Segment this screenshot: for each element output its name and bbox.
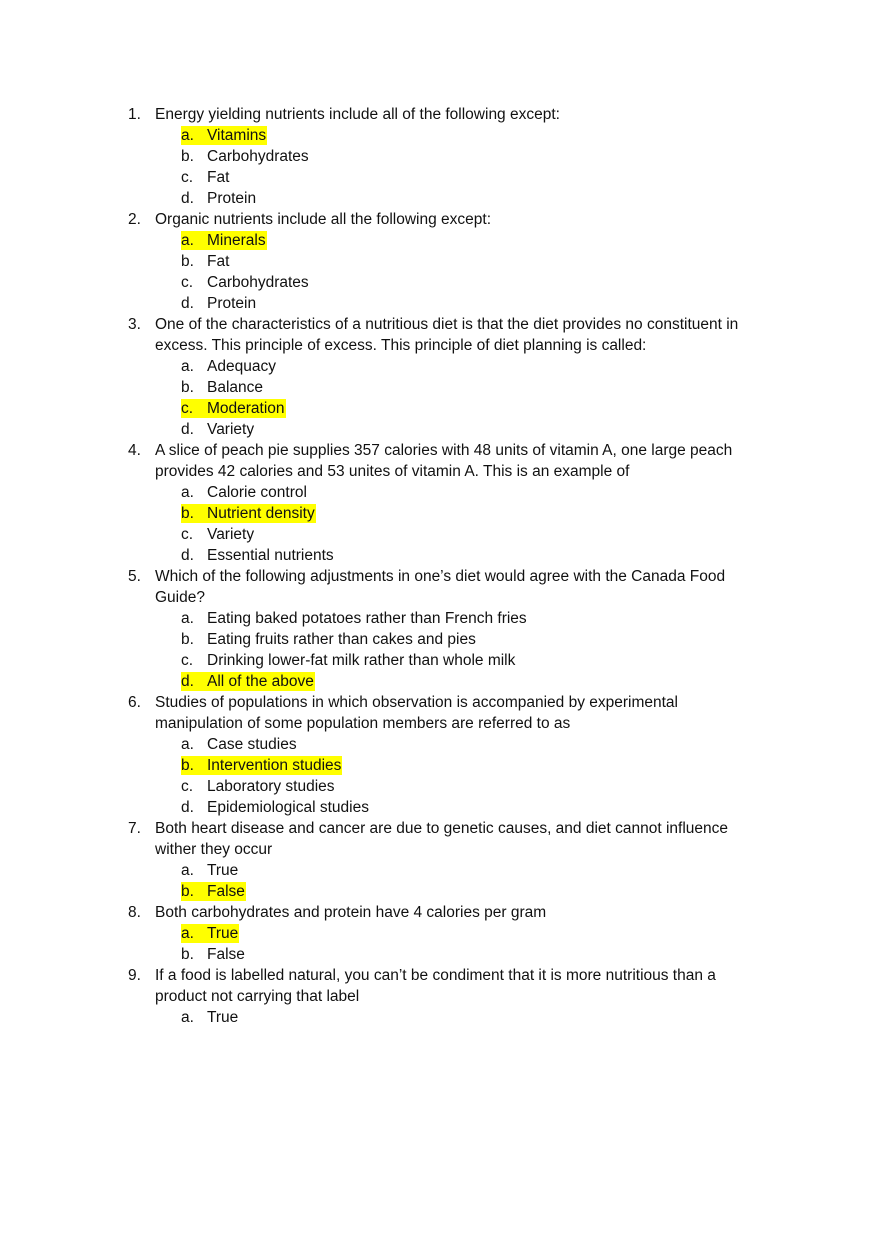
question-8: [0, 902, 880, 965]
option-a: [0, 125, 880, 146]
option-a: [0, 860, 880, 881]
option-text: All of the above: [207, 673, 314, 690]
option-a: [0, 1007, 880, 1028]
option-b: [0, 146, 880, 167]
option-text: Epidemiological studies: [207, 799, 369, 816]
option-letter: a.: [181, 925, 194, 942]
question-text-continued: Guide?: [155, 589, 205, 606]
option-letter: d.: [181, 421, 194, 438]
option-c: [0, 398, 880, 419]
option-a: [0, 923, 880, 944]
option-d: [0, 797, 880, 818]
option-letter: a.: [181, 127, 194, 144]
question-text-continued: excess. This principle of excess. This principle of diet planning is called:: [155, 337, 647, 354]
question-4: [0, 440, 880, 566]
option-a: [0, 608, 880, 629]
option-letter: d.: [181, 547, 194, 564]
highlighted-answer: [181, 504, 316, 523]
highlighted-answer: [181, 924, 239, 943]
highlighted-answer: [181, 672, 315, 691]
question-text-continued: wither they occur: [155, 841, 273, 858]
question-text: Both carbohydrates and protein have 4 calories per gram: [155, 904, 547, 921]
option-text: Eating fruits rather than cakes and pies: [207, 631, 476, 648]
option-text: Minerals: [207, 232, 266, 249]
option-letter: b.: [181, 253, 194, 270]
question-text: Which of the following adjustments in one’s diet would agree with the Canada Food: [155, 568, 726, 585]
option-letter: a.: [181, 736, 194, 753]
option-letter: b.: [181, 505, 194, 522]
option-a: [0, 482, 880, 503]
option-a: [0, 734, 880, 755]
highlighted-answer: [181, 756, 342, 775]
option-letter: b.: [181, 379, 194, 396]
option-letter: b.: [181, 946, 194, 963]
option-text: Calorie control: [207, 484, 307, 501]
option-d: [0, 545, 880, 566]
question-text: Organic nutrients include all the following except:: [155, 211, 492, 228]
option-text: Eating baked potatoes rather than French fries: [207, 610, 527, 627]
question-9: [0, 965, 880, 1028]
option-b: [0, 503, 880, 524]
option-d: [0, 419, 880, 440]
option-text: True: [207, 925, 239, 942]
option-letter: c.: [181, 274, 194, 291]
question-number: 8.: [128, 904, 141, 921]
option-b: [0, 377, 880, 398]
highlighted-answer: [181, 126, 267, 145]
option-text: Nutrient density: [207, 505, 315, 522]
question-text-continued: product not carrying that label: [155, 988, 360, 1005]
option-text: Variety: [207, 421, 255, 438]
option-c: [0, 272, 880, 293]
option-letter: a.: [181, 862, 194, 879]
highlighted-answer: [181, 882, 246, 901]
option-text: Balance: [207, 379, 264, 396]
option-text: Drinking lower-fat milk rather than whole milk: [207, 652, 516, 669]
option-c: [0, 650, 880, 671]
question-number: 5.: [128, 568, 141, 585]
option-text: Vitamins: [207, 127, 267, 144]
highlighted-answer: [181, 399, 286, 418]
option-letter: b.: [181, 631, 194, 648]
option-text: Protein: [207, 295, 257, 312]
option-text: Moderation: [207, 400, 285, 417]
option-a: [0, 230, 880, 251]
question-7: [0, 818, 880, 902]
option-a: [0, 356, 880, 377]
question-text-continued: provides 42 calories and 53 unites of vitamin A. This is an example of: [155, 463, 630, 480]
option-text: True: [207, 1009, 239, 1026]
option-letter: a.: [181, 232, 194, 249]
option-b: [0, 251, 880, 272]
question-number: 1.: [128, 106, 141, 123]
option-text: Case studies: [207, 736, 297, 753]
option-d: [0, 188, 880, 209]
question-1: [0, 104, 880, 209]
option-text: Essential nutrients: [207, 547, 334, 564]
option-letter: c.: [181, 652, 194, 669]
question-number: 4.: [128, 442, 141, 459]
question-2: [0, 209, 880, 314]
option-letter: c.: [181, 400, 194, 417]
question-text: Both heart disease and cancer are due to genetic causes, and diet cannot influence: [155, 820, 729, 837]
option-b: [0, 881, 880, 902]
question-text: One of the characteristics of a nutritious diet is that the diet provides no constituent in: [155, 316, 739, 333]
option-letter: b.: [181, 883, 194, 900]
option-letter: c.: [181, 778, 194, 795]
option-text: Fat: [207, 169, 230, 186]
option-c: [0, 524, 880, 545]
question-3: [0, 314, 880, 440]
question-number: 9.: [128, 967, 141, 984]
question-5: [0, 566, 880, 692]
option-b: [0, 629, 880, 650]
question-text: Studies of populations in which observation is accompanied by experimental: [155, 694, 678, 711]
option-text: True: [207, 862, 239, 879]
option-text: Carbohydrates: [207, 148, 309, 165]
option-letter: d.: [181, 673, 194, 690]
option-text: Variety: [207, 526, 255, 543]
option-text: Laboratory studies: [207, 778, 335, 795]
option-letter: c.: [181, 169, 194, 186]
option-c: [0, 776, 880, 797]
question-text: If a food is labelled natural, you can’t be condiment that it is more nutritious than a: [155, 967, 716, 984]
question-number: 6.: [128, 694, 141, 711]
option-text: Intervention studies: [207, 757, 342, 774]
option-text: Adequacy: [207, 358, 276, 375]
option-text: Fat: [207, 253, 230, 270]
option-d: [0, 293, 880, 314]
option-letter: b.: [181, 757, 194, 774]
option-letter: a.: [181, 610, 194, 627]
option-b: [0, 755, 880, 776]
option-letter: c.: [181, 526, 194, 543]
question-text: A slice of peach pie supplies 357 calories with 48 units of vitamin A, one large peach: [155, 442, 733, 459]
option-letter: d.: [181, 190, 194, 207]
option-d: [0, 671, 880, 692]
question-text: Energy yielding nutrients include all of the following except:: [155, 106, 560, 123]
option-c: [0, 167, 880, 188]
option-letter: a.: [181, 1009, 194, 1026]
option-letter: a.: [181, 484, 194, 501]
option-text: False: [207, 946, 245, 963]
option-text: False: [207, 883, 245, 900]
highlighted-answer: [181, 231, 267, 250]
question-text-continued: manipulation of some population members are referred to as: [155, 715, 571, 732]
option-letter: b.: [181, 148, 194, 165]
option-letter: d.: [181, 799, 194, 816]
option-b: [0, 944, 880, 965]
option-letter: d.: [181, 295, 194, 312]
option-text: Protein: [207, 190, 257, 207]
question-number: 7.: [128, 820, 141, 837]
question-6: [0, 692, 880, 818]
question-number: 2.: [128, 211, 141, 228]
option-letter: a.: [181, 358, 194, 375]
option-text: Carbohydrates: [207, 274, 309, 291]
document-page: [0, 104, 880, 1028]
question-number: 3.: [128, 316, 141, 333]
